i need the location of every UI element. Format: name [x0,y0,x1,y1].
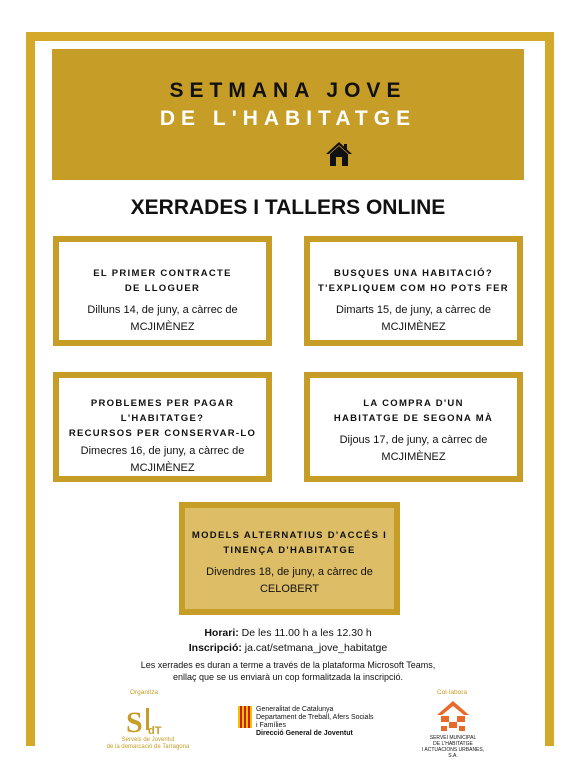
talk-card-1 [53,236,272,346]
feature-title: TINENÇA D'HABITATGE [223,545,356,556]
generalitat-logo [238,706,252,728]
sjdt-caption-line1: Serveis de Joventut [121,737,175,743]
talk-date: Dimarts 15, de juny, a càrrec de [335,304,492,316]
registration-line [0,642,576,654]
col-labora-label: Col·labora [437,689,467,696]
talk-title: L'HABITATGE? [120,413,205,424]
smh-caption-line2: DE L'HABITATGE [433,741,473,747]
smh-caption-line3: I ACTUACIONS URBANES, S.A. [421,747,485,759]
talk-title: DE LLOGUER [124,283,201,294]
talk-card-2 [304,236,523,346]
registration-label: Inscripció: [188,642,242,654]
feature-title: MODELS ALTERNATIUS D'ACCÉS I [191,530,388,541]
teams-note-line2: enllaç que se us enviarà un cop formalitzada la inscripció. [172,672,404,682]
generalitat-line2: Departament de Treball, Afers Socials [256,714,374,721]
talk-card-3 [53,372,272,482]
talk-title: LA COMPRA D'UN [363,398,464,409]
smh-caption-line1: SERVEI MUNICIPAL [429,735,477,741]
feature-talk-card [179,502,400,615]
smh-logo [436,700,470,732]
talk-title: PROBLEMES PER PAGAR [90,398,235,409]
banner-title-line1: SETMANA JOVE [169,79,407,102]
talk-date: Dijous 17, de juny, a càrrec de [339,434,488,446]
generalitat-line4: Direcció General de Joventut [256,730,353,737]
talk-title: BUSQUES UNA HABITACIÓ? [334,268,493,279]
generalitat-line3: i Famílies [256,722,286,729]
house-icon [325,141,353,167]
svg-text:dT: dT [148,725,162,737]
talk-card-4 [304,372,523,482]
banner-title-line2: DE L'HABITATGE [159,107,417,130]
talk-title: T'EXPLIQUEM COM HO POTS FER [318,283,509,294]
title-banner [52,49,524,180]
talk-speaker: MCJIMÈNEZ [381,321,446,333]
talk-speaker: MCJIMÈNEZ [130,321,195,333]
talk-title: EL PRIMER CONTRACTE [93,268,232,279]
registration-link[interactable]: ja.cat/setmana_jove_habitatge [241,642,388,654]
talk-speaker: MCJIMÈNEZ [130,462,195,474]
talk-title: RECURSOS PER CONSERVAR-LO [68,428,257,439]
schedule-line [0,627,576,639]
schedule-label: Horari: [204,627,239,639]
feature-date: Divendres 18, de juny, a càrrec de [206,566,373,578]
schedule-value: De les 11.00 h a les 12.30 h [238,627,372,639]
svg-text:S: S [126,706,143,738]
sjdt-logo [124,702,172,738]
feature-speaker: CELOBERT [259,583,320,595]
talk-date: Dilluns 14, de juny, a càrrec de [87,304,238,316]
generalitat-line1: Generalitat de Catalunya [256,706,334,713]
organitza-label: Organitza [129,689,159,696]
page-subtitle: XERRADES I TALLERS ONLINE [130,196,446,219]
talk-speaker: MCJIMÈNEZ [381,451,446,463]
sjdt-caption-line2: de la demarcació de Tarragona [106,744,190,750]
talk-title: HABITATGE DE SEGONA MÀ [333,413,494,424]
talk-date: Dimecres 16, de juny, a càrrec de [80,445,245,457]
teams-note-line1: Les xerrades es duran a terme a través de la plataforma Microsoft Teams, [140,660,436,670]
